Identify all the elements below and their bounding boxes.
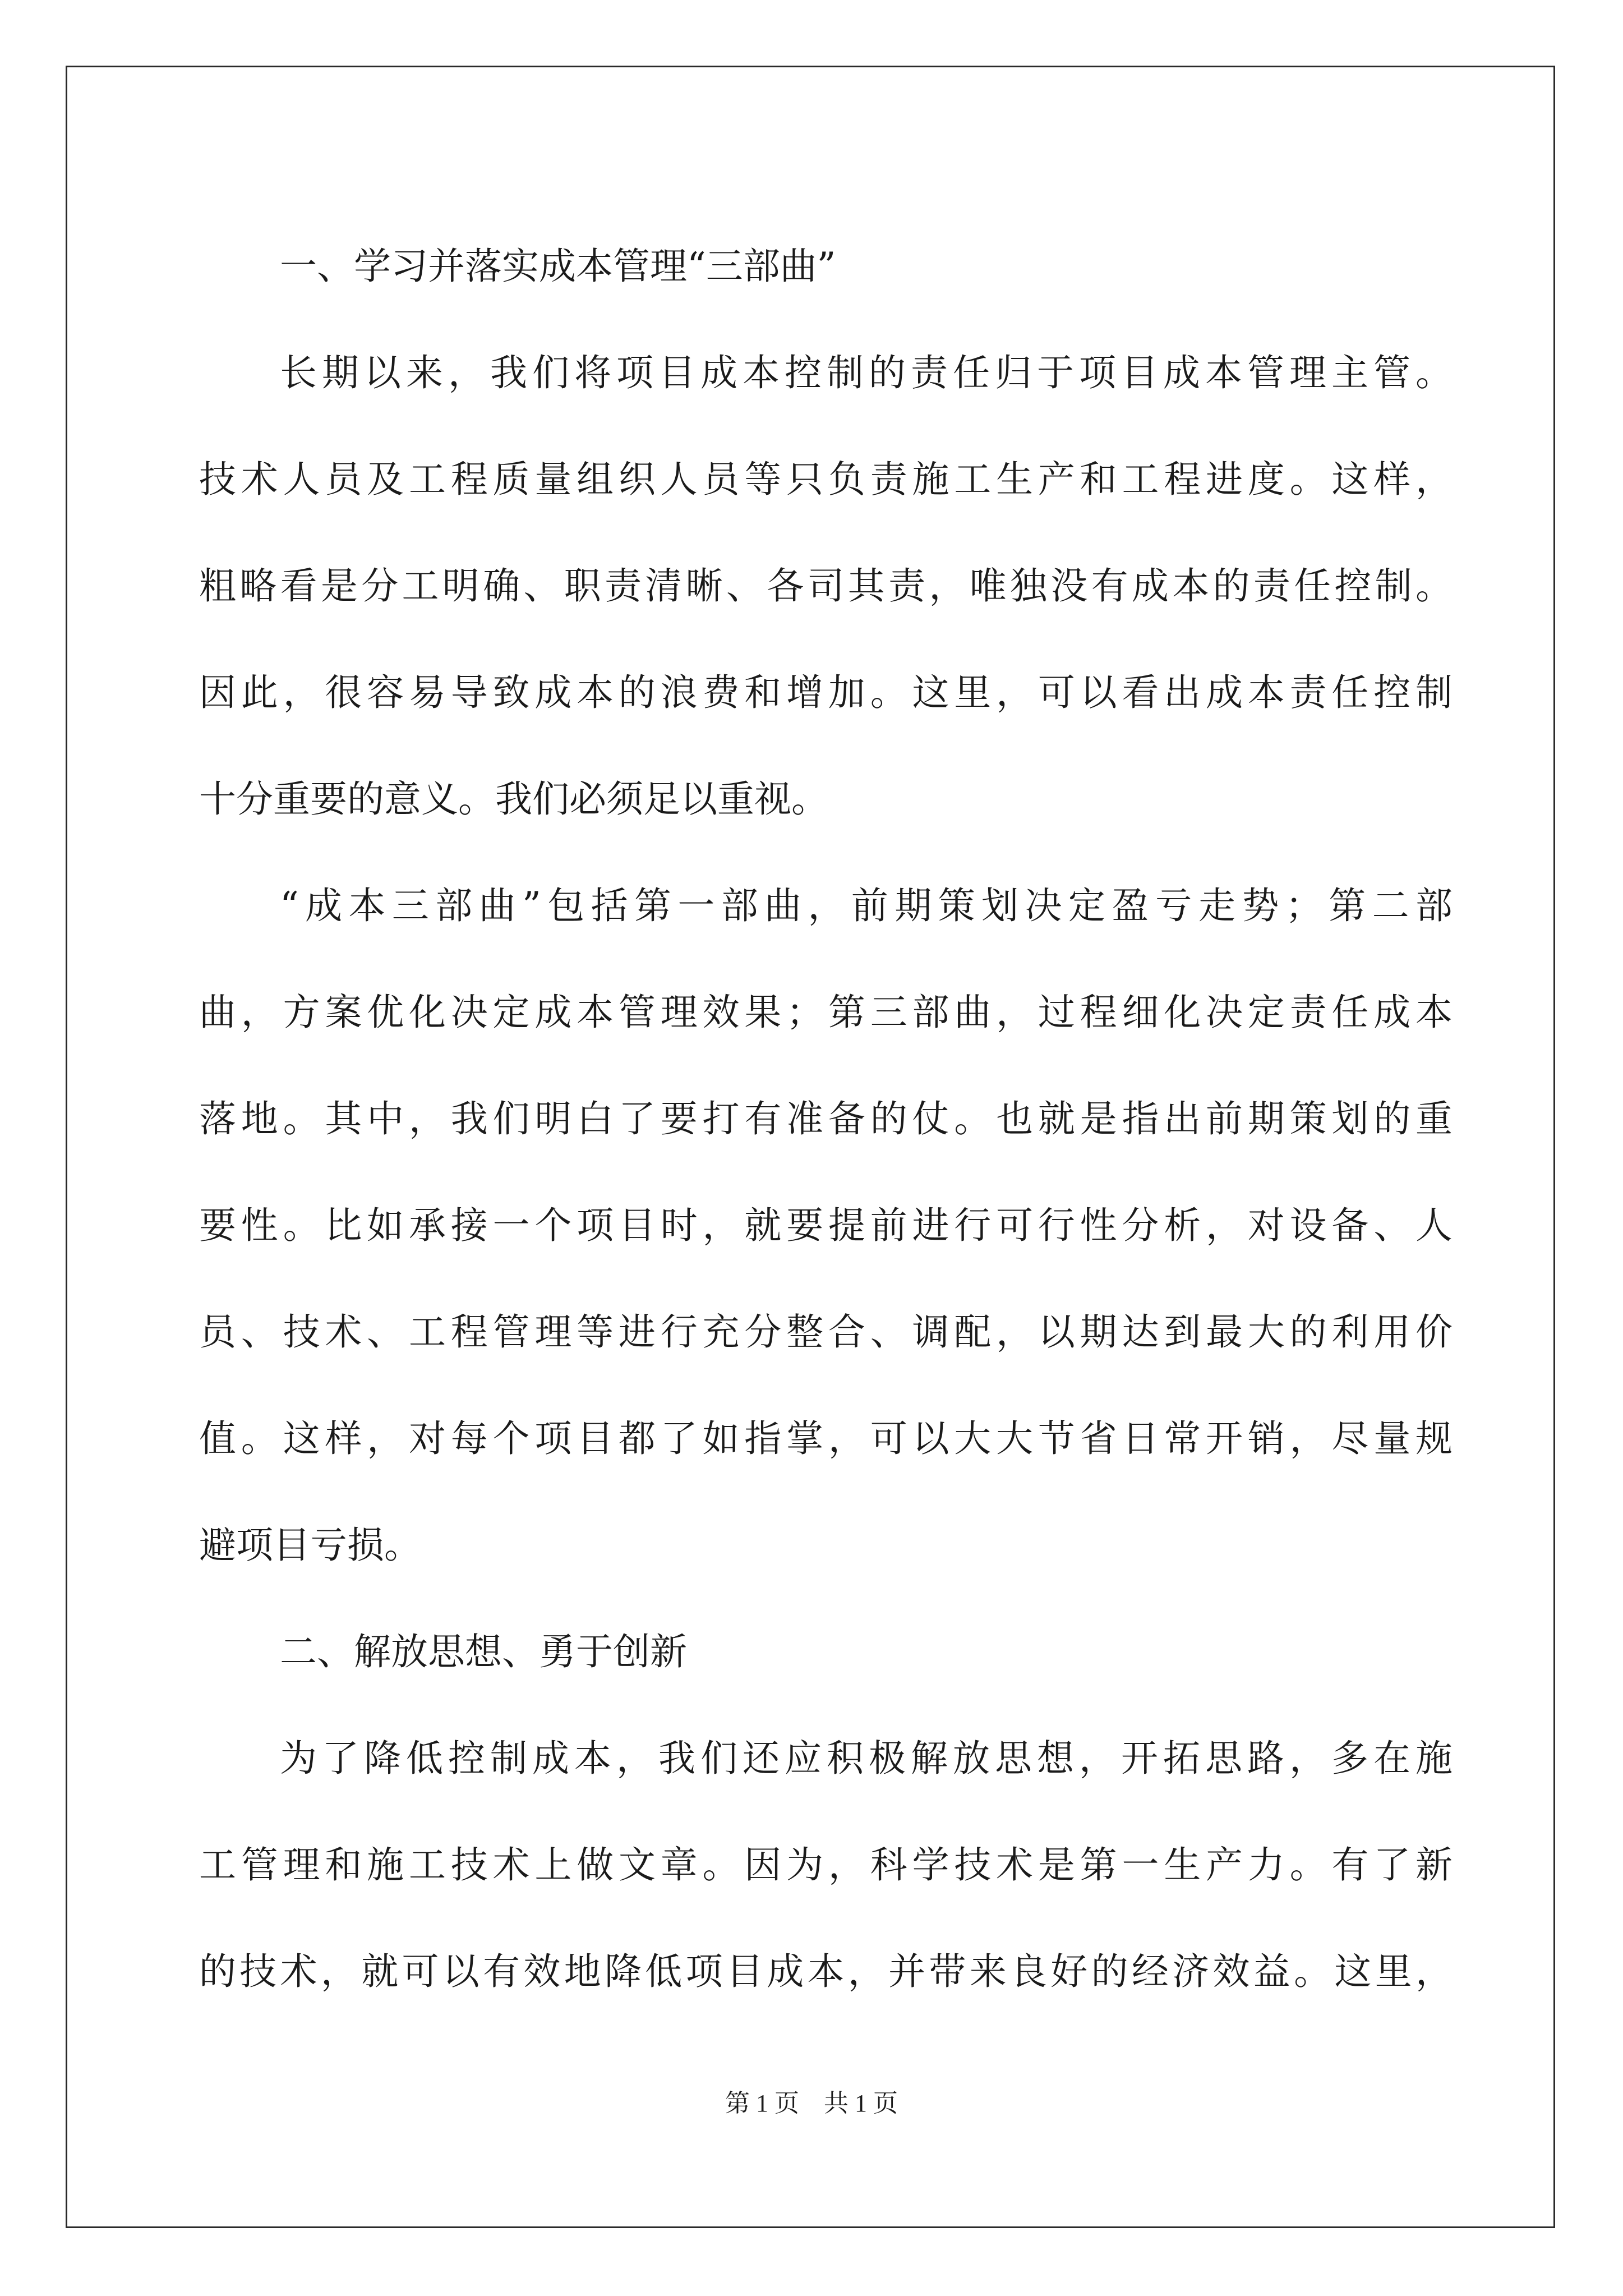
paragraph-line: 落地。其中，我们明白了要打有准备的仗。也就是指出前期策划的重 (199, 1097, 1453, 1140)
paragraph-line: 员、技术、工程管理等进行充分整合、调配，以期达到最大的利用价 (199, 1310, 1453, 1354)
paragraph-line: 粗略看是分工明确、职责清晰、各司其责，唯独没有成本的责任控制。 (199, 564, 1453, 608)
paragraph-line: 的技术，就可以有效地降低项目成本，并带来良好的经济效益。这里， (199, 1950, 1453, 1993)
document-body (199, 213, 1453, 2025)
section-heading-1: 一、学习并落实成本管理“三部曲” (280, 245, 836, 288)
paragraph-line: 要性。比如承接一个项目时，就要提前进行可行性分析，对设备、人 (199, 1204, 1453, 1247)
paragraph-line: 曲，方案优化决定成本管理效果；第三部曲，过程细化决定责任成本 (199, 991, 1453, 1034)
paragraph-line: 因此，很容易导致成本的浪费和增加。这里，可以看出成本责任控制 (199, 671, 1453, 714)
page-number-footer: 第 1 页 共 1 页 (725, 2090, 898, 2117)
paragraph-line: 技术人员及工程质量组织人员等只负责施工生产和工程进度。这样， (199, 458, 1453, 501)
paragraph-line: 避项目亏损。 (199, 1524, 421, 1567)
paragraph-line: “成本三部曲”包括第一部曲，前期策划决定盈亏走势；第二部 (280, 884, 1453, 927)
section-heading-2: 二、解放思想、勇于创新 (280, 1630, 687, 1673)
paragraph-line: 为了降低控制成本，我们还应积极解放思想，开拓思路，多在施 (280, 1737, 1453, 1780)
paragraph-line: 值。这样，对每个项目都了如指掌，可以大大节省日常开销，尽量规 (199, 1417, 1453, 1460)
paragraph-line: 工管理和施工技术上做文章。因为，科学技术是第一生产力。有了新 (199, 1843, 1453, 1887)
paragraph-line: 长期以来，我们将项目成本控制的责任归于项目成本管理主管。 (280, 351, 1453, 394)
paragraph-line: 十分重要的意义。我们必须足以重视。 (199, 777, 828, 821)
